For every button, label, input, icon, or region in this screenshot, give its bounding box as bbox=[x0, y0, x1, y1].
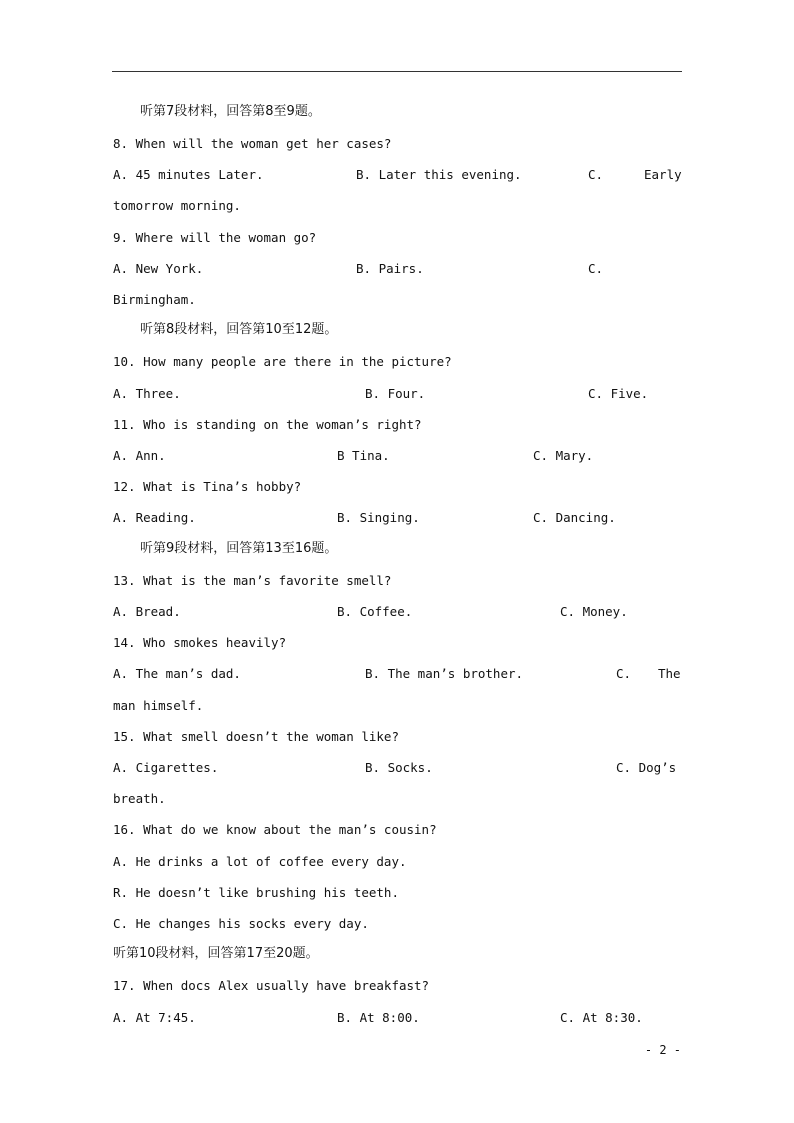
q16-option-c: C. He changes his socks every day. bbox=[113, 916, 369, 931]
q9-option-a: A. New York. bbox=[113, 261, 204, 276]
q14-option-b: B. The man’s brother. bbox=[365, 666, 524, 681]
q15-option-a: A. Cigarettes. bbox=[113, 760, 219, 775]
q14-option-a: A. The man’s dad. bbox=[113, 666, 241, 681]
q11-option-a: A. Ann. bbox=[113, 448, 166, 463]
q12-option-b: B. Singing. bbox=[337, 510, 420, 525]
q15-option-c-continued: breath. bbox=[113, 791, 166, 806]
question-11: 11. Who is standing on the woman’s right? bbox=[113, 417, 422, 432]
section-heading-8: 听第8段材料，回答第10至12题。 bbox=[140, 322, 338, 337]
section-heading-10: 听第10段材料，回答第17至20题。 bbox=[113, 946, 319, 961]
question-17: 17. When docs Alex usually have breakfast? bbox=[113, 978, 430, 993]
page-number: - 2 - bbox=[644, 1043, 681, 1057]
q13-option-c: C. Money. bbox=[560, 604, 628, 619]
question-14: 14. Who smokes heavily? bbox=[113, 635, 287, 650]
q12-option-c: C. Dancing. bbox=[533, 510, 616, 525]
question-9: 9. Where will the woman go? bbox=[113, 230, 317, 245]
q12-option-a: A. Reading. bbox=[113, 510, 196, 525]
q13-option-a: A. Bread. bbox=[113, 604, 181, 619]
q17-option-a: A. At 7:45. bbox=[113, 1010, 196, 1025]
q8-option-b: B. Later this evening. bbox=[356, 167, 522, 182]
q16-option-b: R. He doesn’t like brushing his teeth. bbox=[113, 885, 399, 900]
q10-option-a: A. Three. bbox=[113, 386, 181, 401]
q11-option-b: B Tina. bbox=[337, 448, 390, 463]
header-rule bbox=[112, 71, 682, 72]
q8-option-c-continued: tomorrow morning. bbox=[113, 198, 241, 213]
q10-option-b: B. Four. bbox=[365, 386, 426, 401]
q9-option-c-continued: Birmingham. bbox=[113, 292, 196, 307]
question-16: 16. What do we know about the man’s cousin? bbox=[113, 822, 437, 837]
q8-option-c: C. bbox=[588, 167, 604, 182]
q10-option-c: C. Five. bbox=[588, 386, 649, 401]
question-12: 12. What is Tina’s hobby? bbox=[113, 479, 302, 494]
q15-option-b: B. Socks. bbox=[365, 760, 433, 775]
q14-option-c: C. bbox=[616, 666, 632, 681]
q9-option-c: C. bbox=[588, 261, 604, 276]
q15-option-c: C. Dog’s bbox=[616, 760, 677, 775]
q14-option-c-continued: man himself. bbox=[113, 698, 204, 713]
section-heading-9: 听第9段材料，回答第13至16题。 bbox=[140, 541, 338, 556]
q8-option-c-text: Early bbox=[644, 167, 682, 182]
q17-option-b: B. At 8:00. bbox=[337, 1010, 420, 1025]
q11-option-c: C. Mary. bbox=[533, 448, 594, 463]
q14-option-c-text: The bbox=[658, 666, 681, 681]
question-10: 10. How many people are there in the picture? bbox=[113, 354, 452, 369]
question-8: 8. When will the woman get her cases? bbox=[113, 136, 392, 151]
q13-option-b: B. Coffee. bbox=[337, 604, 413, 619]
q17-option-c: C. At 8:30. bbox=[560, 1010, 643, 1025]
q8-option-a: A. 45 minutes Later. bbox=[113, 167, 264, 182]
question-13: 13. What is the man’s favorite smell? bbox=[113, 573, 392, 588]
q16-option-a: A. He drinks a lot of coffee every day. bbox=[113, 854, 407, 869]
question-15: 15. What smell doesn’t the woman like? bbox=[113, 729, 399, 744]
section-heading-7: 听第7段材料，回答第8至9题。 bbox=[140, 104, 321, 119]
q9-option-b: B. Pairs. bbox=[356, 261, 424, 276]
